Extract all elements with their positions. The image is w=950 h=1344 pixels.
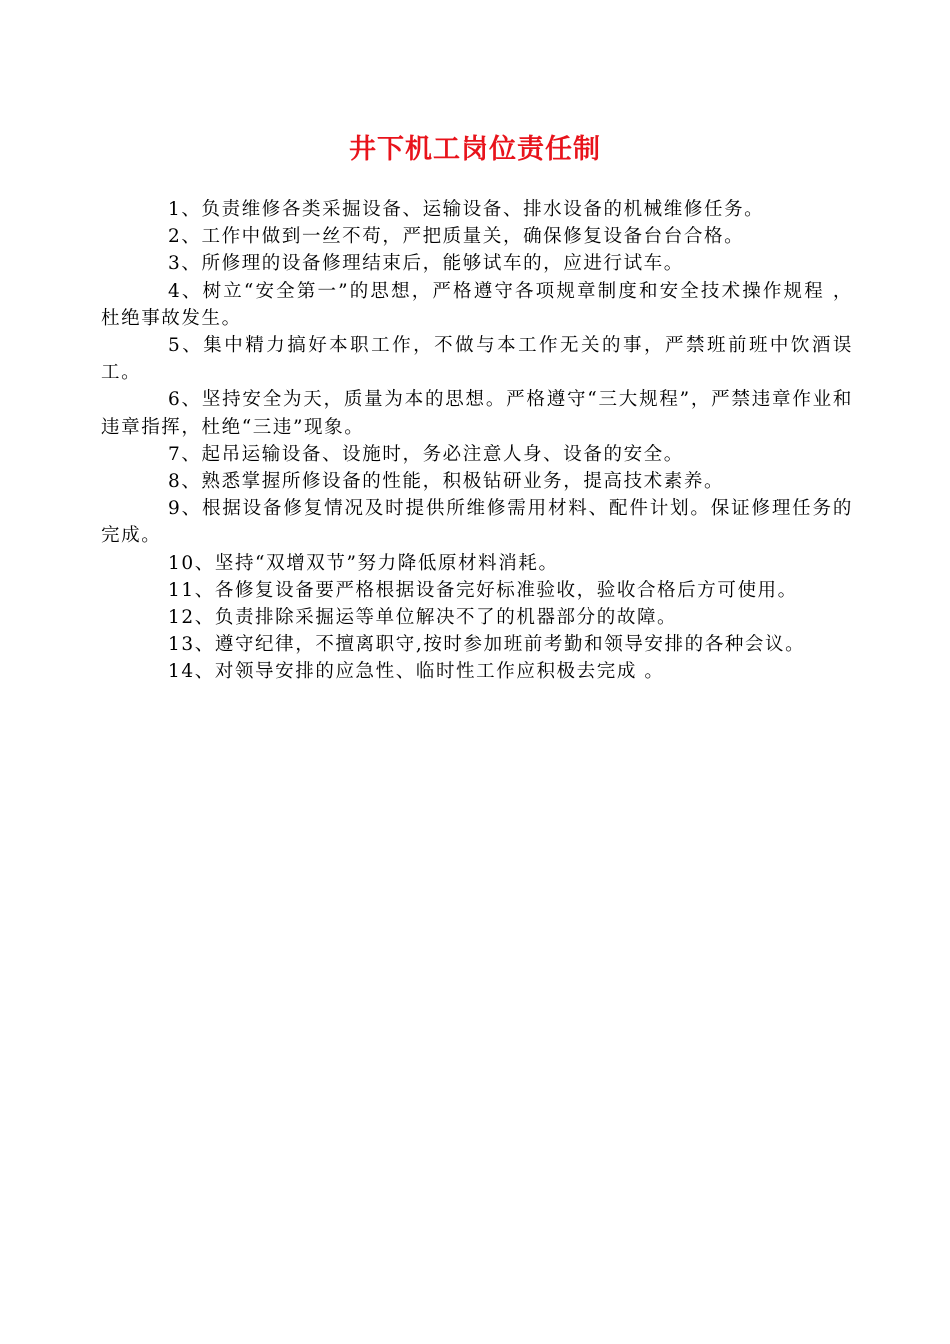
document-title: 井下机工岗位责任制 bbox=[349, 134, 601, 165]
paragraph-14: 14、对领导安排的应急性、临时性工作应积极去完成 。 bbox=[168, 661, 665, 683]
paragraph-2: 2、工作中做到一丝不苟，严把质量关，确保修复设备台台合格。 bbox=[168, 226, 745, 248]
paragraph-13: 13、遵守纪律，不擅离职守,按时参加班前考勤和领导安排的各种会议。 bbox=[168, 634, 806, 656]
paragraph-7: 7、起吊运输设备、设施时，务必注意人身、设备的安全。 bbox=[168, 443, 684, 465]
paragraph-5: 5、集中精力搞好本职工作，不做与本工作无关的事，严禁班前班中饮酒误工。 bbox=[101, 335, 853, 384]
paragraph-12: 12、负责排除采掘运等单位解决不了的机器部分的故障。 bbox=[168, 607, 678, 629]
paragraph-4: 4、树立“安全第一”的思想，严格遵守各项规章制度和安全技术操作规程 ，杜绝事故发生。 bbox=[101, 280, 853, 329]
paragraph-9: 9、根据设备修复情况及时提供所维修需用材料、配件计划。保证修理任务的完成。 bbox=[101, 498, 853, 547]
paragraph-6: 6、坚持安全为天，质量为本的思想。严格遵守“三大规程”，严禁违章作业和违章指挥，杜绝“三违”现象。 bbox=[101, 389, 853, 438]
paragraph-1: 1、负责维修各类采掘设备、运输设备、排水设备的机械维修任务。 bbox=[168, 199, 765, 220]
document-body bbox=[101, 196, 853, 686]
paragraph-10: 10、坚持“双增双节”努力降低原材料消耗。 bbox=[168, 552, 559, 574]
paragraph-11: 11、各修复设备要严格根据设备完好标准验收，验收合格后方可使用。 bbox=[168, 579, 798, 601]
paragraph-8: 8、熟悉掌握所修设备的性能，积极钻研业务，提高技术素养。 bbox=[168, 471, 725, 493]
paragraph-3: 3、所修理的设备修理结束后，能够试车的，应进行试车。 bbox=[168, 253, 684, 275]
